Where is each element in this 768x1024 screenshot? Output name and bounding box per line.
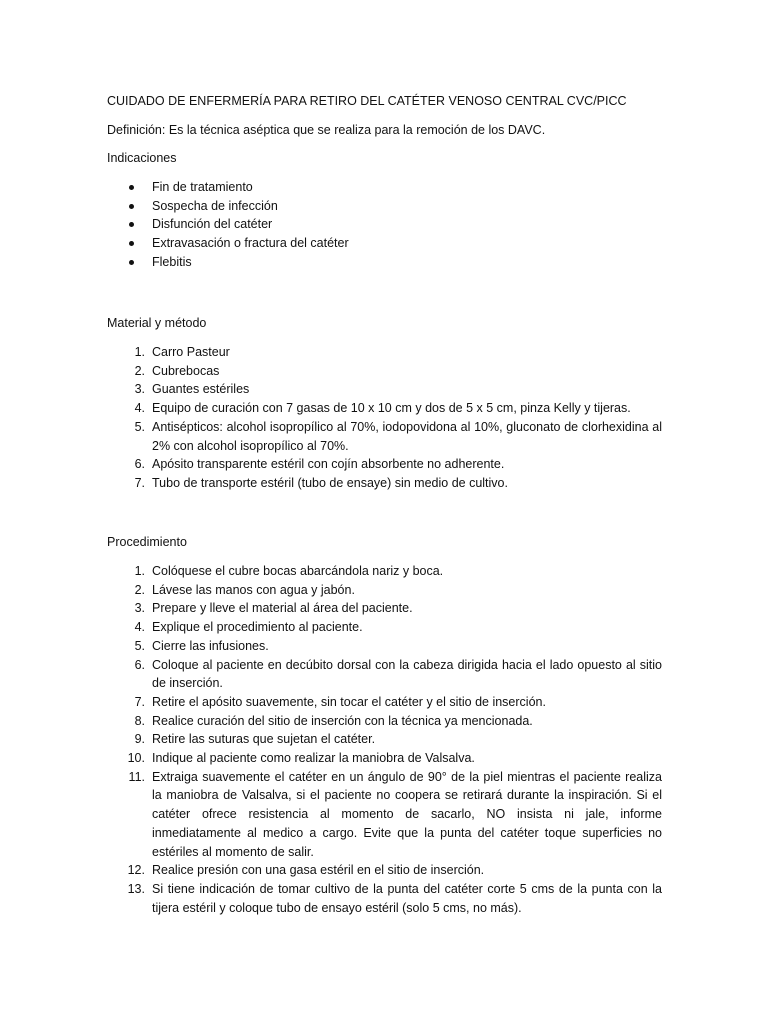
list-item: 9. Retire las suturas que sujetan el catéter. <box>134 732 376 747</box>
procedure-list <box>107 562 662 917</box>
list-item: Fin de tratamiento <box>107 178 662 197</box>
definition-text: Definición: Es la técnica aséptica que se realiza para la remoción de los DAVC. <box>107 123 546 137</box>
list-item: 5. Cierre las infusiones. <box>134 638 269 653</box>
list-item: 4. Equipo de curación con 7 gasas de 10 x 10 cm y dos de 5 x 5 cm, pinza Kelly y tijeras. <box>134 401 631 416</box>
list-item: Disfunción del catéter <box>107 215 662 234</box>
list-item: 7. Retire el apósito suavemente, sin tocar el catéter y el sitio de inserción. <box>134 694 546 709</box>
materials-list <box>107 343 662 493</box>
bullet-icon <box>129 222 134 227</box>
list-item: 1. Colóquese el cubre bocas abarcándola nariz y boca. <box>134 564 444 578</box>
list-item: Extravasación o fractura del catéter <box>107 234 662 253</box>
procedure-heading: Procedimiento <box>107 535 187 549</box>
indications-heading: Indicaciones <box>107 151 177 165</box>
list-item: 7. Tubo de transporte estéril (tubo de ensaye) sin medio de cultivo. <box>134 475 508 490</box>
bullet-icon <box>129 260 134 265</box>
list-item: 6. Coloque al paciente en decúbito dorsal con la cabeza dirigida hacia el lado opuesto al sitio de inserción. <box>134 657 662 691</box>
list-item: Flebitis <box>107 253 662 272</box>
bullet-icon <box>129 241 134 246</box>
list-item: Sospecha de infección <box>107 197 662 216</box>
list-item: 13. Si tiene indicación de tomar cultivo de la punta del catéter corte 5 cms de la punta con la tijera estéril y coloque tubo de ensayo estéril (solo 5 cms, no más). <box>127 881 662 915</box>
list-item: 3. Prepare y lleve el material al área del paciente. <box>134 601 413 616</box>
materials-heading: Material y método <box>107 316 207 330</box>
list-item: 8. Realice curación del sitio de inserción con la técnica ya mencionada. <box>134 713 533 728</box>
list-item: 2. Lávese las manos con agua y jabón. <box>134 582 355 597</box>
list-item: 11. Extraiga suavemente el catéter en un ángulo de 90° de la piel mientras el paciente realiza la maniobra de Valsalva, si el paciente no coopera se retirará durante la inspiración. Si el catéter ofrece resistencia al momento de sacarlo, NO insista ni jale, informe inmediatamente al medico a cargo. Evite que la punta del catéter toque superficies no estériles al momento de salir. <box>128 769 662 859</box>
list-item: 4. Explique el procedimiento al paciente. <box>134 620 363 635</box>
bullet-icon <box>129 204 134 209</box>
bullet-icon <box>129 185 134 190</box>
list-item: 2. Cubrebocas <box>134 363 220 378</box>
list-item: 12. Realice presión con una gasa estéril en el sitio de inserción. <box>127 863 485 878</box>
list-item: 3. Guantes estériles <box>134 382 250 397</box>
list-item: 1. Carro Pasteur <box>134 345 230 359</box>
list-item: 5. Antisépticos: alcohol isopropílico al 70%, iodopovidona al 10%, gluconato de clorhexidina al 2% con alcohol isopropílico al 70%. <box>134 419 662 453</box>
document-title: CUIDADO DE ENFERMERÍA PARA RETIRO DEL CATÉTER VENOSO CENTRAL CVC/PICC <box>107 94 627 108</box>
indications-list <box>107 178 662 272</box>
list-item: 10. Indique al paciente como realizar la maniobra de Valsalva. <box>127 751 475 766</box>
list-item: 6. Apósito transparente estéril con cojín absorbente no adherente. <box>134 457 505 472</box>
